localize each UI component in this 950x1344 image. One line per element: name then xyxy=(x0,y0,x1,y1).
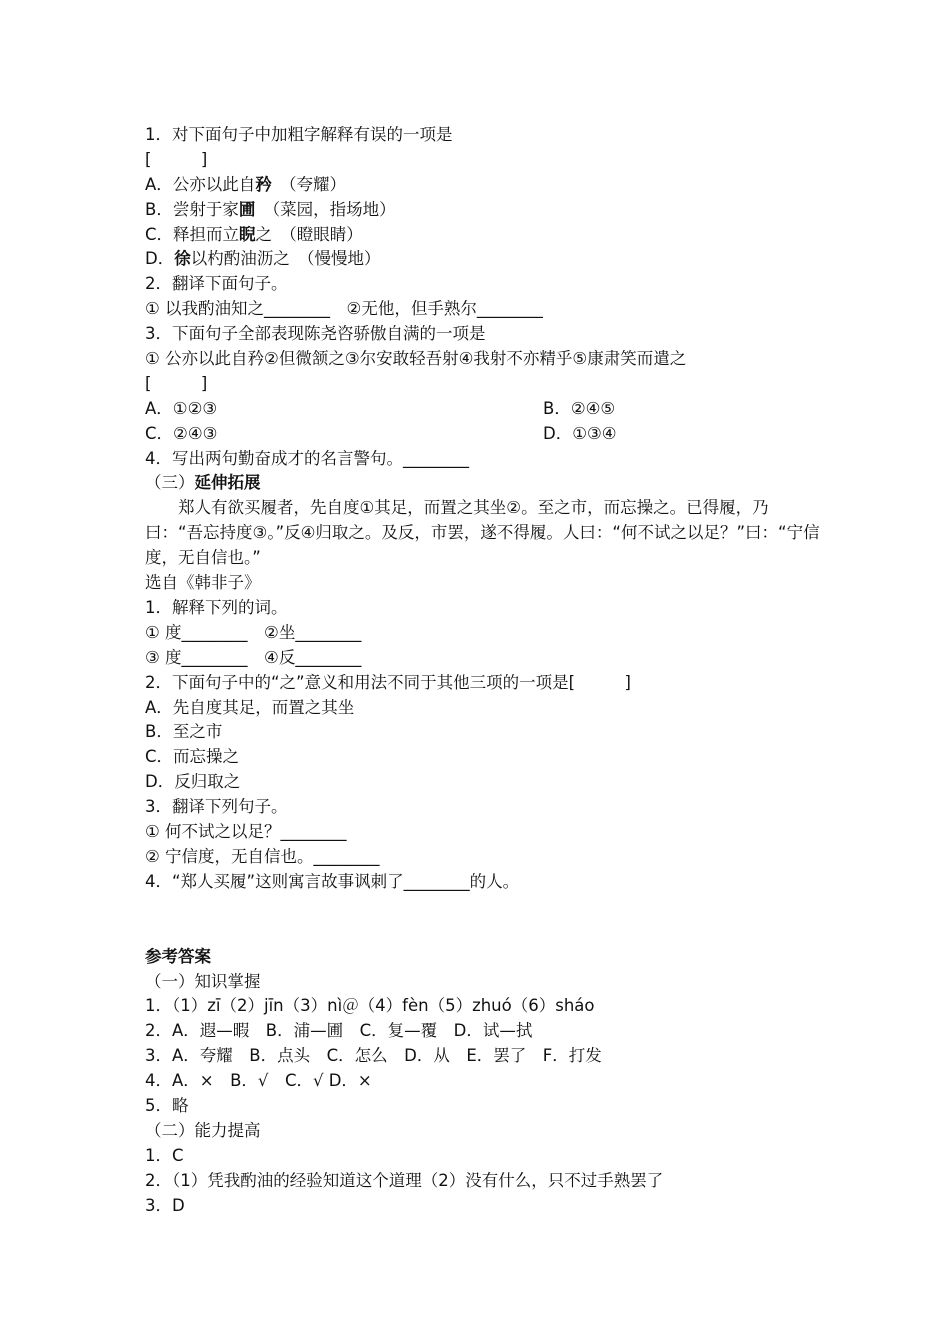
answers-section: （二）能力提高 xyxy=(145,1120,261,1140)
option-gloss: （夸耀） xyxy=(271,174,347,194)
spacer xyxy=(145,895,825,945)
answer-line: 4．A．× B．√ C．√ D．× xyxy=(145,1071,372,1091)
answer-bracket: [ ] xyxy=(145,149,208,169)
translation-blanks: ① 以我酌油知之________ ②无他，但手熟尔________ xyxy=(145,299,543,319)
answer-line: 2．A．遐—暇 B．浦—圃 C．复—覆 D．试—拭 xyxy=(145,1021,533,1041)
option-c xyxy=(145,223,825,248)
answers-title: 参考答案 xyxy=(145,946,211,966)
word-blanks: ① 度________ ②坐________ xyxy=(145,622,362,642)
bold-char: 睨 xyxy=(239,224,256,244)
answer-line: 1．C xyxy=(145,1145,184,1165)
option-text: B．尝射于家 xyxy=(145,199,239,219)
option-row xyxy=(145,397,825,422)
question-prompt: 2．翻译下面句子。 xyxy=(145,274,288,294)
question-prompt: 1．对下面句子中加粗字解释有误的一项是 xyxy=(145,125,453,144)
option-row xyxy=(145,422,825,447)
answer-line: 3．A．夸耀 B．点头 C．怎么 D．从 E．罢了 F．打发 xyxy=(145,1046,602,1066)
option-d: D．反归取之 xyxy=(145,772,241,792)
bold-char: 矜 xyxy=(255,174,272,194)
answer-line: 1．（1）zī（2）jīn（3）nì＠（4）fèn（5）zhuó（6）sháo xyxy=(145,996,595,1016)
option-d: D．①③④ xyxy=(543,423,617,443)
option-a xyxy=(145,173,825,198)
section-number: （三） xyxy=(145,473,195,493)
question-prompt: 3．下面句子全部表现陈尧咨骄傲自满的一项是 xyxy=(145,324,486,344)
option-b xyxy=(145,198,825,223)
answer-line: 2．（1）凭我酌油的经验知道这个道理（2）没有什么，只不过手熟罢了 xyxy=(145,1170,664,1190)
question-prompt: 2．下面句子中的“之”意义和用法不同于其他三项的一项是[ ] xyxy=(145,672,631,692)
option-c: C．而忘操之 xyxy=(145,747,240,767)
option-gloss: （菜园，指场地） xyxy=(255,199,396,219)
document-body xyxy=(145,123,825,1218)
word-blanks: ③ 度________ ④反________ xyxy=(145,647,362,667)
option-gloss: 以杓酌油沥之 （慢慢地） xyxy=(190,249,381,269)
option-text: D． xyxy=(145,249,175,269)
answer-line: 5．略 xyxy=(145,1096,189,1115)
answers-section: （一）知识掌握 xyxy=(145,971,261,991)
option-a: A．先自度其足，而置之其坐 xyxy=(145,697,355,717)
translation-blank: ② 宁信度，无自信也。________ xyxy=(145,846,380,866)
question-prompt: 1．解释下列的词。 xyxy=(145,597,288,617)
bold-char: 徐 xyxy=(174,249,191,269)
question-prompt: 3．翻译下列句子。 xyxy=(145,797,288,817)
option-text: C．释担而立 xyxy=(145,224,240,244)
option-a: A．①②③ xyxy=(145,398,218,418)
translation-blank: ① 何不试之以足？________ xyxy=(145,821,347,841)
sentence-items: ① 公亦以此自矜②但微颔之③尔安敢轻吾射④我射不亦精乎⑤康肃笑而遣之 xyxy=(145,349,687,369)
question-prompt: 4．“郑人买履”这则寓言故事讽刺了________的人。 xyxy=(145,871,520,891)
option-b: B．至之市 xyxy=(145,722,223,742)
passage-text: 郑人有欲买履者，先自度①其足，而置之其坐②。至之市，而忘操之。已得履，乃曰：“吾忘持度③。”反④归取之。及反，市罢，遂不得履。人曰：“何不试之以足？”曰：“宁信度，无自信也。” xyxy=(145,498,820,568)
option-text: A．公亦以此自 xyxy=(145,174,256,194)
option-c: C．②④③ xyxy=(145,423,218,443)
option-b: B．②④⑤ xyxy=(543,398,616,418)
passage-source: 选自《韩非子》 xyxy=(145,573,261,593)
bold-char: 圃 xyxy=(238,199,256,219)
section-title: 延伸拓展 xyxy=(194,473,261,493)
section-heading xyxy=(145,471,825,496)
option-gloss: 之 （瞪眼睛） xyxy=(255,224,363,244)
answer-line: 3．D xyxy=(145,1195,185,1215)
answer-bracket: [ ] xyxy=(145,373,208,393)
question-prompt: 4．写出两句勤奋成才的名言警句。________ xyxy=(145,448,469,468)
option-d xyxy=(145,247,825,272)
